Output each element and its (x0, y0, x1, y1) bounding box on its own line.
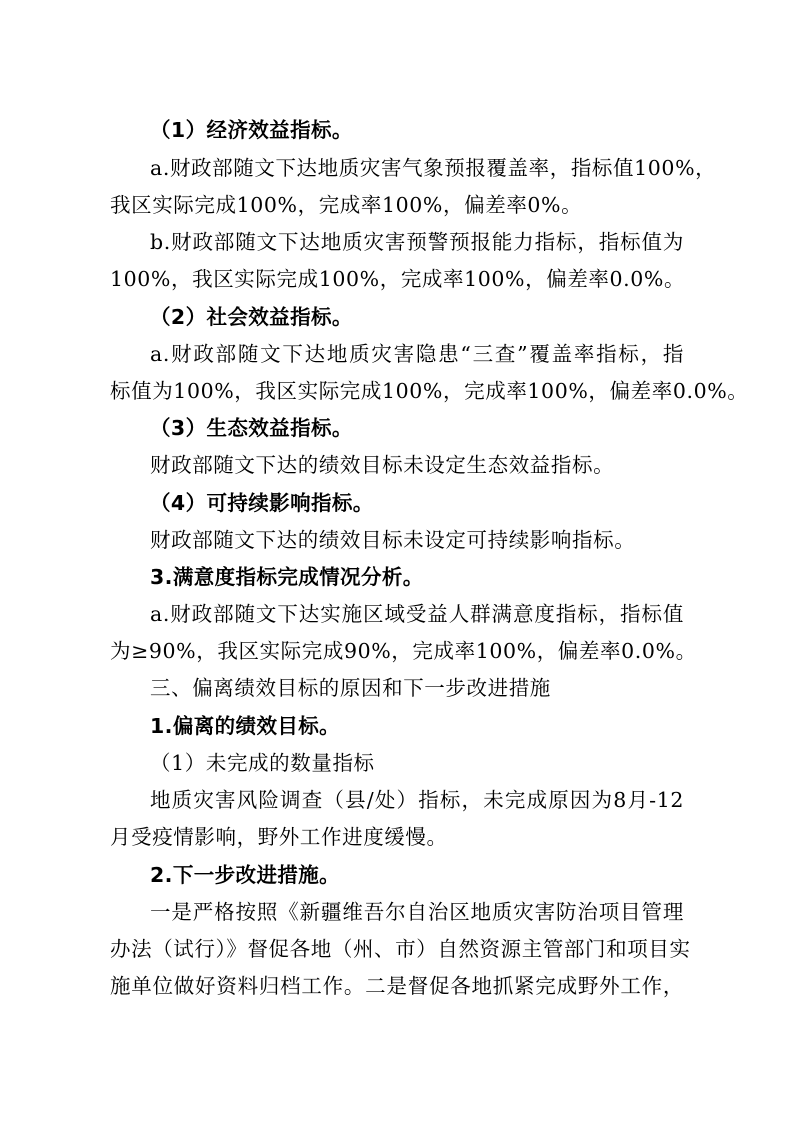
paragraph-line: 为≥90%，我区实际完成90%，完成率100%，偏差率0.0%。 (110, 639, 697, 663)
paragraph-line: a.财政部随文下达地质灾害隐患“三查”覆盖率指标，指 (150, 342, 684, 366)
heading-sustainable-impact: （4）可持续影响指标。 (150, 491, 374, 515)
paragraph-line: a.财政部随文下达地质灾害气象预报覆盖率，指标值100%， (150, 156, 717, 180)
heading-ecological-benefit: （3）生态效益指标。 (150, 416, 353, 440)
heading-deviated-targets: 1.偏离的绩效目标。 (150, 714, 341, 738)
paragraph-line: 100%，我区实际完成100%，完成率100%，偏差率0.0%。 (110, 267, 686, 291)
paragraph-line: b.财政部随文下达地质灾害预警预报能力指标，指标值为 (150, 230, 684, 254)
paragraph-line: 施单位做好资料归档工作。二是督促各地抓紧完成野外工作， (110, 974, 684, 998)
paragraph-line: 财政部随文下达的绩效目标未设定生态效益指标。 (150, 453, 615, 477)
heading-economic-benefit: （1）经济效益指标。 (150, 118, 353, 142)
paragraph-line: 月受疫情影响，野外工作进度缓慢。 (110, 825, 448, 849)
paragraph-line: （1）未完成的数量指标 (150, 751, 375, 775)
paragraph-line: 财政部随文下达的绩效目标未设定可持续影响指标。 (150, 528, 636, 552)
paragraph-line: 一是严格按照《新疆维吾尔自治区地质灾害防治项目管理 (150, 900, 684, 924)
heading-social-benefit: （2）社会效益指标。 (150, 305, 353, 329)
paragraph-line: 标值为100%，我区实际完成100%，完成率100%，偏差率0.0%。 (110, 379, 749, 403)
paragraph-line: 办法（试行）》督促各地（州、市）自然资源主管部门和项目实 (110, 937, 691, 961)
paragraph-line: 我区实际完成100%，完成率100%，偏差率0%。 (110, 193, 583, 217)
section-heading-deviation: 三、偏离绩效目标的原因和下一步改进措施 (150, 676, 551, 700)
heading-satisfaction-analysis: 3.满意度指标完成情况分析。 (150, 565, 424, 589)
paragraph-line: 地质灾害风险调查（县/处）指标，未完成原因为8月-12 (150, 788, 684, 812)
paragraph-line: a.财政部随文下达实施区域受益人群满意度指标，指标值 (150, 602, 684, 626)
heading-improvement-measures: 2.下一步改进措施。 (150, 863, 341, 887)
